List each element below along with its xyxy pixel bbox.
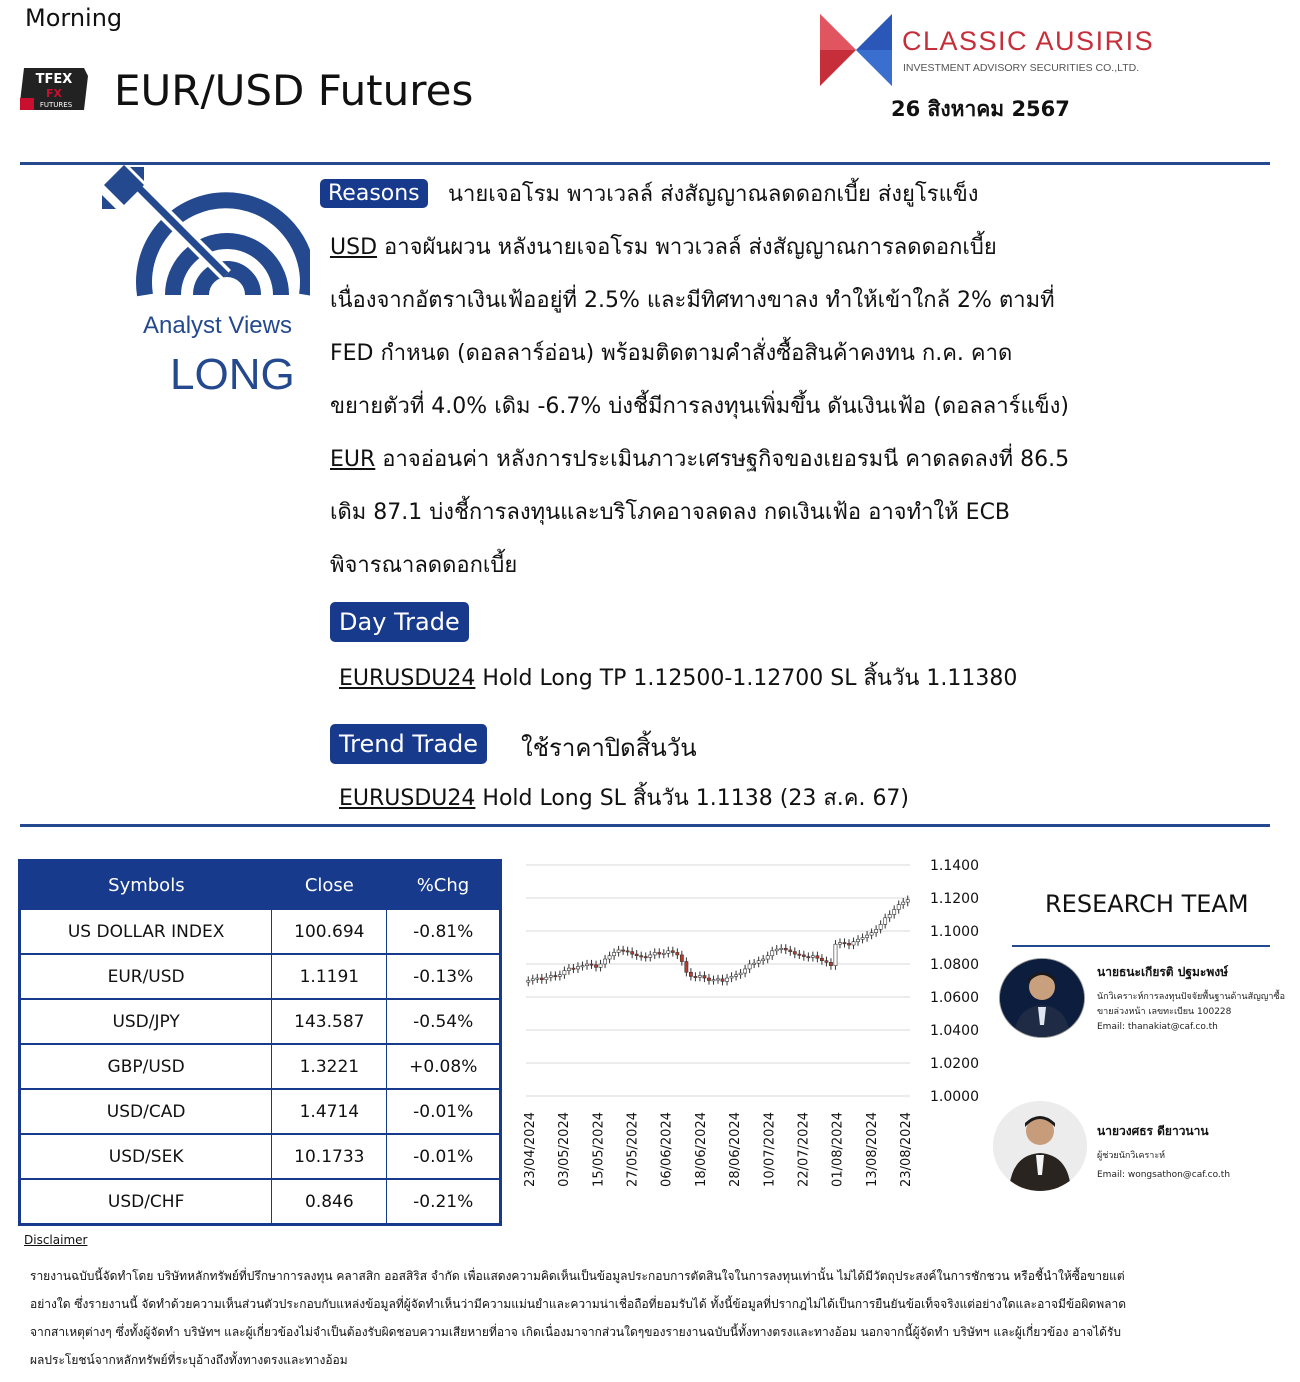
table-row	[20, 1089, 501, 1134]
candle-body	[662, 953, 665, 954]
analyst-views-label: Analyst Views	[143, 312, 292, 339]
candle-body	[902, 902, 905, 904]
chg-cell: -0.13%	[387, 954, 501, 999]
candle-body	[875, 929, 878, 932]
analyst-1-role-2: ขายล่วงหน้า เลขทะเบียน 100228	[1097, 1007, 1232, 1017]
report-date: 26 สิงหาคม 2567	[891, 97, 1070, 121]
y-tick-label: 1.0000	[930, 1089, 979, 1105]
reason-line-3: FED กำหนด (ดอลลาร์อ่อน) พร้อมติดตามคำสั่งซื้อสินค้าคงทน ก.ค. คาด	[330, 341, 1013, 366]
candle-body	[771, 951, 774, 956]
candle-body	[879, 924, 882, 929]
header-chg: %Chg	[387, 861, 501, 910]
candle-body	[694, 976, 697, 977]
candle-body	[585, 964, 588, 966]
symbol-cell: GBP/USD	[20, 1044, 272, 1089]
candle-body	[617, 950, 620, 952]
candle-body	[784, 948, 787, 950]
candle-body	[856, 939, 859, 941]
candle-body	[685, 962, 688, 973]
reason-line-6: เดิม 87.1 บ่งชี้การลงทุนและบริโภคอาจลดลง กดเงินเฟ้อ อาจทำให้ ECB	[330, 500, 1011, 525]
candle-body	[680, 955, 683, 962]
candle-body	[649, 955, 652, 957]
table-row	[20, 909, 501, 954]
disclaimer-line: จากสาเหตุต่างๆ ซึ่งทั้งผู้จัดทำ บริษัทฯ และผู้เกี่ยวข้องไม่จำเป็นต้องรับผิดชอบความเสียหายที่อาจ เกิดเนื่องมาจากส่วนใดๆของรายงานฉบับนี้ทั้งทางตรงและทางอ้อม นอกจากนี้ผู้จัดทำ บริษัทฯ และผู้เกี่ยวข้อง อาจได้รับ	[30, 1325, 1122, 1339]
candle-body	[712, 980, 715, 981]
candle-body	[789, 950, 792, 952]
table-row	[20, 1044, 501, 1089]
day-trade-text: Hold Long TP 1.12500-1.12700 SL สิ้นวัน 1.11380	[475, 666, 1018, 691]
table-row	[20, 999, 501, 1044]
tfex-fx-logo	[20, 68, 88, 110]
candle-body	[829, 962, 832, 965]
candle-body	[707, 978, 710, 980]
day-trade-pill: Day Trade	[330, 602, 469, 642]
candle-body	[802, 955, 805, 957]
x-tick-label: 15/05/2024	[591, 1112, 607, 1187]
candle-body	[531, 979, 534, 981]
analyst-1-email: Email: thanakiat@caf.co.th	[1097, 1022, 1218, 1032]
usd-label: USD	[330, 235, 378, 260]
symbol-cell: EUR/USD	[20, 954, 272, 999]
candle-body	[820, 958, 823, 960]
chg-cell: -0.01%	[387, 1134, 501, 1179]
candle-body	[906, 900, 909, 902]
table-row	[20, 1134, 501, 1179]
edition-label: Morning	[25, 4, 123, 32]
close-cell: 1.1191	[272, 954, 387, 999]
divider-middle	[20, 824, 1270, 827]
candle-body	[576, 966, 579, 968]
candle-body	[536, 978, 539, 979]
tfex-logo-text-2: FX	[46, 87, 62, 100]
x-tick-label: 18/06/2024	[693, 1112, 709, 1187]
x-tick-label: 23/08/2024	[899, 1112, 914, 1187]
analyst-1-avatar	[999, 958, 1085, 1038]
trend-trade-pill: Trend Trade	[330, 724, 487, 764]
candle-body	[766, 956, 769, 959]
x-tick-label: 06/06/2024	[659, 1112, 675, 1187]
analyst-2-info	[1097, 1122, 1230, 1183]
x-tick-label: 27/05/2024	[625, 1112, 641, 1187]
research-team-title: RESEARCH TEAM	[1045, 890, 1249, 918]
y-tick-label: 1.1000	[930, 924, 979, 940]
target-arrow-icon	[100, 165, 310, 315]
day-trade-line	[339, 660, 1017, 695]
candle-body	[644, 957, 647, 958]
candle-body	[631, 952, 634, 954]
candle-body	[626, 951, 629, 952]
candle-body	[572, 968, 575, 969]
disclaimer-line: อย่างใด ซึ่งรายงานนี้ จัดทำด้วยความเห็นส่วนตัวประกอบกับแหล่งข้อมูลที่ผู้จัดทำเห็นว่ามีความแม่นยำและความน่าเชื่อถือที่ยอมรับได้ ทั้งนี้ข้อมูลที่ปรากฎไม่ได้เป็นการยืนยันข้อเท็จจริงแต่อย่างใดและอาจมีข้อผิดพลาด	[30, 1297, 1126, 1311]
disclaimer-line: ผลประโยชน์จากหลักทรัพย์ที่ระบุอ้างถึงทั้งทางตรงและทางอ้อม	[30, 1353, 348, 1367]
candle-body	[703, 976, 706, 978]
eur-label: EUR	[330, 447, 376, 472]
candle-body	[599, 964, 602, 967]
close-cell: 1.3221	[272, 1044, 387, 1089]
x-tick-label: 22/07/2024	[796, 1112, 812, 1187]
brand-name: CLASSIC AUSIRIS	[902, 26, 1155, 56]
symbol-cell: USD/JPY	[20, 999, 272, 1044]
chg-cell: -0.54%	[387, 999, 501, 1044]
candle-body	[748, 964, 751, 969]
close-cell: 100.694	[272, 909, 387, 954]
brand-subtitle: INVESTMENT ADVISORY SECURITIES CO.,LTD.	[903, 62, 1140, 74]
person-icon	[1000, 959, 1084, 1037]
candle-body	[608, 956, 611, 959]
candle-body	[734, 975, 737, 977]
analyst-1-info	[1097, 963, 1285, 1035]
candle-body	[698, 976, 701, 978]
candle-body	[739, 973, 742, 975]
candle-body	[744, 969, 747, 973]
candle-body	[816, 956, 819, 958]
candle-body	[622, 950, 625, 951]
candle-body	[825, 961, 828, 963]
chg-cell: -0.01%	[387, 1089, 501, 1134]
y-tick-label: 1.0600	[930, 990, 979, 1006]
candle-body	[843, 943, 846, 944]
candle-body	[753, 963, 756, 964]
candle-body	[730, 976, 733, 978]
header-close: Close	[272, 861, 387, 910]
reasons-headline: นายเจอโรม พาวเวลล์ ส่งสัญญาณลดดอกเบี้ย ส่งยูโรแข็ง	[448, 182, 979, 207]
candle-body	[865, 935, 868, 937]
analyst-1-role: นักวิเคราะห์การลงทุนปัจจัยพื้นฐานด้านสัญญาซื้อ	[1097, 992, 1285, 1002]
disclaimer-title: Disclaimer	[24, 1233, 88, 1247]
candle-body	[852, 942, 855, 945]
candle-body	[563, 971, 566, 975]
reasons-paragraph	[330, 221, 1260, 592]
candle-body	[527, 981, 530, 983]
symbol-cell: USD/CHF	[20, 1179, 272, 1225]
trend-trade-line	[339, 780, 909, 815]
candle-body	[667, 951, 670, 953]
analyst-2-role: ผู้ช่วยนักวิเคราะห์	[1097, 1151, 1166, 1161]
y-tick-label: 1.1200	[930, 891, 979, 907]
eurusd-price-chart	[510, 850, 1000, 1200]
candle-body	[834, 944, 837, 965]
header-symbols: Symbols	[20, 861, 272, 910]
analyst-1-name: นายธนะเกียรติ ปฐมะพงษ์	[1097, 965, 1229, 979]
y-tick-label: 1.0800	[930, 957, 979, 973]
candle-body	[590, 964, 593, 965]
candle-body	[838, 943, 841, 945]
person-icon	[993, 1101, 1087, 1191]
candle-body	[725, 978, 728, 981]
candle-body	[847, 943, 850, 945]
candle-body	[549, 976, 552, 978]
candle-body	[612, 952, 615, 955]
page-title: EUR/USD Futures	[114, 66, 474, 115]
close-cell: 143.587	[272, 999, 387, 1044]
stance-label: LONG	[170, 350, 295, 399]
candle-body	[798, 954, 801, 955]
candle-body	[807, 957, 810, 958]
reasons-pill: Reasons	[320, 179, 428, 208]
symbol-cell: USD/CAD	[20, 1089, 272, 1134]
analyst-2-email: Email: wongsathon@caf.co.th	[1097, 1170, 1231, 1180]
x-tick-label: 13/08/2024	[864, 1112, 880, 1187]
day-trade-symbol: EURUSDU24	[339, 666, 476, 691]
classic-ausiris-logo-mark	[820, 14, 892, 86]
candle-body	[603, 959, 606, 964]
analyst-2-avatar	[993, 1101, 1087, 1191]
candle-body	[545, 977, 548, 979]
table-row	[20, 1179, 501, 1225]
candle-body	[716, 979, 719, 980]
candle-body	[567, 968, 570, 970]
tfex-logo-text-1: TFEX	[35, 72, 73, 87]
candle-body	[897, 905, 900, 910]
reason-line-2: เนื่องจากอัตราเงินเฟ้ออยู่ที่ 2.5% และมีทิศทางขาลง ทำให้เข้าใกล้ 2% ตามที่	[330, 288, 1055, 313]
symbol-cell: US DOLLAR INDEX	[20, 909, 272, 954]
disclaimer-text	[30, 1262, 1240, 1374]
table-header-row	[20, 861, 501, 910]
y-tick-label: 1.0200	[930, 1056, 979, 1072]
candle-body	[558, 975, 561, 977]
candle-body	[762, 959, 765, 961]
trend-trade-text: Hold Long SL สิ้นวัน 1.1138 (23 ส.ค. 67)	[475, 786, 910, 811]
close-cell: 0.846	[272, 1179, 387, 1225]
candle-body	[653, 952, 656, 954]
trend-trade-symbol: EURUSDU24	[339, 786, 476, 811]
candle-body	[775, 949, 778, 951]
candle-body	[671, 951, 674, 953]
x-tick-label: 01/08/2024	[830, 1112, 846, 1187]
usd-line: อาจผันผวน หลังนายเจอโรม พาวเวลล์ ส่งสัญญาณการลดดอกเบี้ย	[377, 235, 997, 260]
candle-body	[640, 956, 643, 957]
candle-body	[554, 976, 557, 977]
candle-body	[689, 972, 692, 976]
eur-line: อาจอ่อนค่า หลังการประเมินภาวะเศรษฐกิจของเยอรมนี คาดลดลงที่ 86.5	[375, 447, 1070, 472]
candle-body	[721, 979, 724, 981]
research-divider	[1012, 945, 1270, 947]
candle-body	[676, 952, 679, 954]
chg-cell: -0.81%	[387, 909, 501, 954]
x-tick-label: 23/04/2024	[523, 1112, 538, 1187]
candle-body	[757, 961, 760, 963]
x-tick-label: 28/06/2024	[728, 1112, 744, 1187]
tfex-logo-text-3: FUTURES	[39, 101, 73, 109]
x-tick-label: 10/07/2024	[762, 1112, 778, 1187]
x-tick-label: 03/05/2024	[557, 1112, 573, 1187]
fx-quotes-table	[18, 859, 502, 1226]
candle-body	[811, 956, 814, 958]
candle-body	[540, 978, 543, 980]
candle-body	[793, 952, 796, 954]
candle-body	[870, 933, 873, 935]
y-tick-label: 1.1400	[930, 858, 979, 874]
candle-body	[780, 948, 783, 949]
candle-body	[861, 938, 864, 940]
chg-cell: -0.21%	[387, 1179, 501, 1225]
close-cell: 10.1733	[272, 1134, 387, 1179]
chg-cell: +0.08%	[387, 1044, 501, 1089]
close-cell: 1.4714	[272, 1089, 387, 1134]
candle-body	[635, 954, 638, 956]
y-tick-label: 1.0400	[930, 1023, 979, 1039]
candle-body	[888, 915, 891, 918]
analyst-2-name: นายวงศธร ดียาวนาน	[1097, 1124, 1209, 1138]
candle-body	[884, 918, 887, 925]
reason-line-4: ขยายตัวที่ 4.0% เดิม -6.7% บ่งชี้มีการลงทุนเพิ่มขึ้น ดันเงินเฟ้อ (ดอลลาร์แข็ง)	[330, 394, 1069, 419]
candle-body	[581, 966, 584, 967]
candle-body	[893, 910, 896, 915]
reason-line-7: พิจารณาลดดอกเบี้ย	[330, 553, 518, 578]
symbol-cell: USD/SEK	[20, 1134, 272, 1179]
disclaimer-line: รายงานฉบับนี้จัดทำโดย บริษัทหลักทรัพย์ที่ปรึกษาการลงทุน คลาสสิก ออสสิริส จำกัด เพื่อแสดงความคิดเห็นเป็นข้อมูลประกอบการตัดสินใจในการลงทุนเท่านั้น ไม่ได้มีวัตถุประสงค์ในการชักชวน หรือชี้นำให้ซื้อขายแต่	[30, 1269, 1125, 1283]
table-row	[20, 954, 501, 999]
candle-body	[658, 952, 661, 954]
trend-trade-note: ใช้ราคาปิดสิ้นวัน	[521, 734, 697, 762]
candle-body	[594, 965, 597, 967]
